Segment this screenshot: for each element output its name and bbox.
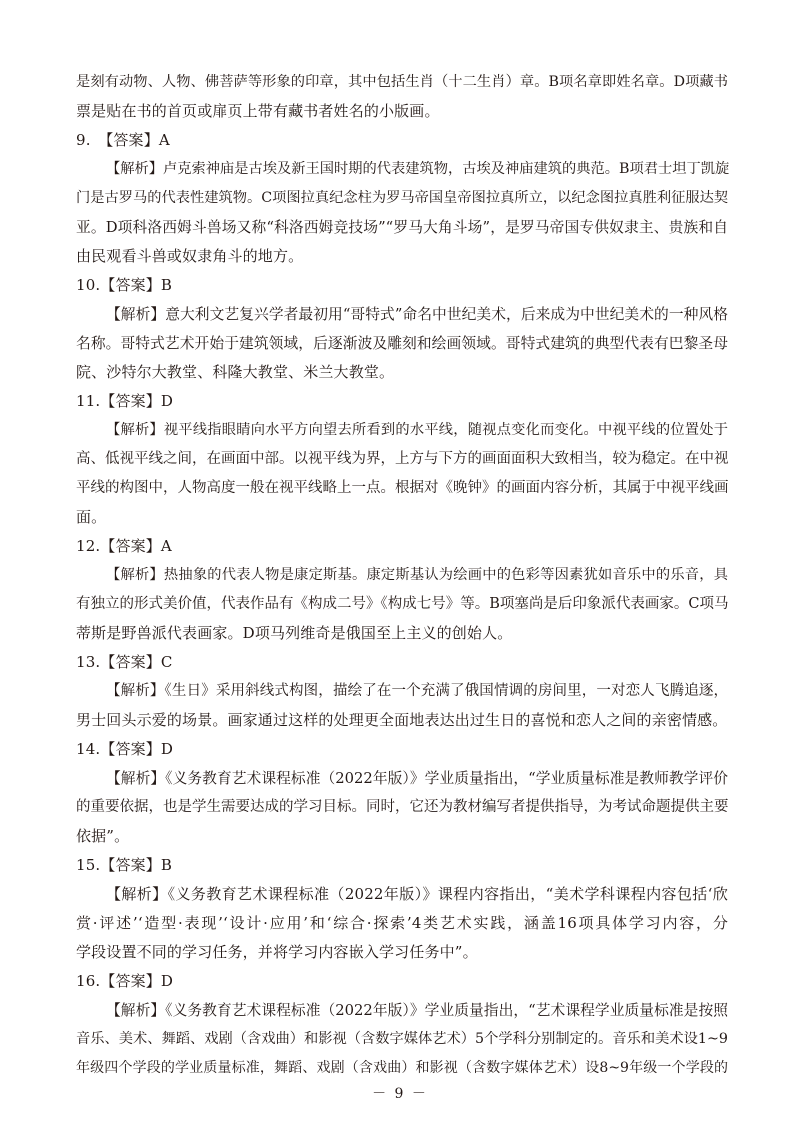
text-line: 票是贴在书的首页或扉页上带有藏书者姓名的小版画。: [76, 102, 440, 120]
text-line: 【解析】《义务教育艺术课程标准（2022年版）》学业质量指出，“艺术课程学业质量标准是按照: [106, 1002, 728, 1019]
text-line: 平线的构图中，人物高度一般在视平线略上一点。根据对《晚钟》的画面内容分析，其属于中视平线画: [76, 480, 729, 496]
text-line: 11.【答案】D: [76, 392, 174, 410]
text-line: 【解析】热抽象的代表人物是康定斯基。康定斯基认为绘画中的色彩等因素犹如音乐中的乐音，具: [106, 567, 728, 583]
text-line: 院、沙特尔大教堂、科隆大教堂、米兰大教堂。: [76, 363, 395, 381]
text-line: 13.【答案】C: [76, 653, 173, 671]
text-line: 【解析】《义务教育艺术课程标准（2022年版）》学业质量指出，“学业质量标准是教师教学评价: [106, 770, 728, 787]
text-line: 依据”。: [76, 827, 130, 845]
text-line: 名称。哥特式艺术开始于建筑领域，后逐渐波及雕刻和绘画领域。哥特式建筑的典型代表有巴黎圣母: [76, 335, 728, 352]
text-line: 【解析】卢克索神庙是古埃及新王国时期的代表建筑物，古埃及神庙建筑的典范。B项君士坦丁凯旋: [106, 161, 730, 177]
text-line: 有独立的形式美价值，代表作品有《构成二号》《构成七号》等。B项塞尚是后印象派代表画家。C项马: [76, 596, 729, 612]
text-line: 高、低视平线之间，在画面中部。以视平线为界，上方与下方的画面面积大致相当，较为稳定。在中视: [76, 451, 729, 467]
text-line: 门是古罗马的代表性建筑物。C项图拉真纪念柱为罗马帝国皇帝图拉真所立，以纪念图拉真胜利征服达契: [76, 190, 729, 206]
text-line: 9. 【答案】A: [76, 131, 170, 149]
page-number: － 9 －: [372, 1086, 428, 1102]
text-line: 12.【答案】A: [76, 537, 172, 555]
document-body: [76, 68, 728, 1083]
text-line: 由民观看斗兽或奴隶角斗的地方。: [76, 247, 304, 265]
text-line: 的重要依据，也是学生需要达成的学习目标。同时，它还为教材编写者提供指导，为考试命题提供主要: [76, 799, 729, 815]
text-line: 10.【答案】B: [76, 276, 173, 294]
text-line: 年级四个学段的学业质量标准，舞蹈、戏剧（含戏曲）和影视（含数字媒体艺术）设8~9年级一个学段的: [76, 1060, 728, 1076]
text-line: 赏·评述’‘造型·表现’‘设计·应用’和‘综合·探索’4类艺术实践，涵盖16项具体学习内容，分: [76, 914, 728, 932]
text-line: 14.【答案】D: [76, 740, 174, 758]
text-line: 【解析】视平线指眼睛向水平方向望去所看到的水平线，随视点变化而变化。中视平线的位置处于: [106, 422, 728, 438]
text-line: 【解析】意大利文艺复兴学者最初用“哥特式”命名中世纪美术，后来成为中世纪美术的一种风格: [106, 306, 728, 323]
text-line: 蒂斯是野兽派代表画家。D项马列维奇是俄国至上主义的创始人。: [76, 624, 513, 642]
text-line: 是刻有动物、人物、佛菩萨等形象的印章，其中包括生肖（十二生肖）章。B项名章即姓名章。D项藏书: [76, 74, 728, 90]
text-line: 16.【答案】D: [76, 972, 174, 990]
text-line: 男士回头示爱的场景。画家通过这样的处理更全面地表达出过生日的喜悦和恋人之间的亲密情感。: [76, 711, 728, 729]
text-line: 音乐、美术、舞蹈、戏剧（含戏曲）和影视（含数字媒体艺术）5个学科分别制定的。音乐和美术设1~9: [76, 1031, 728, 1047]
text-line: 15.【答案】B: [76, 856, 173, 874]
text-line: 面。: [76, 508, 107, 526]
text-line: 学段设置不同的学习任务，并将学习内容嵌入学习任务中”。: [76, 943, 478, 961]
text-line: 【解析】《义务教育艺术课程标准（2022年版）》课程内容指出，“美术学科课程内容包括‘欣: [106, 885, 728, 903]
text-line: 亚。D项科洛西姆斗兽场又称“科洛西姆竞技场”“罗马大角斗场”，是罗马帝国专供奴隶主、贵族和自: [76, 219, 728, 236]
text-line: 【解析】《生日》采用斜线式构图，描绘了在一个充满了俄国情调的房间里，一对恋人飞腾追逐，: [106, 683, 728, 699]
